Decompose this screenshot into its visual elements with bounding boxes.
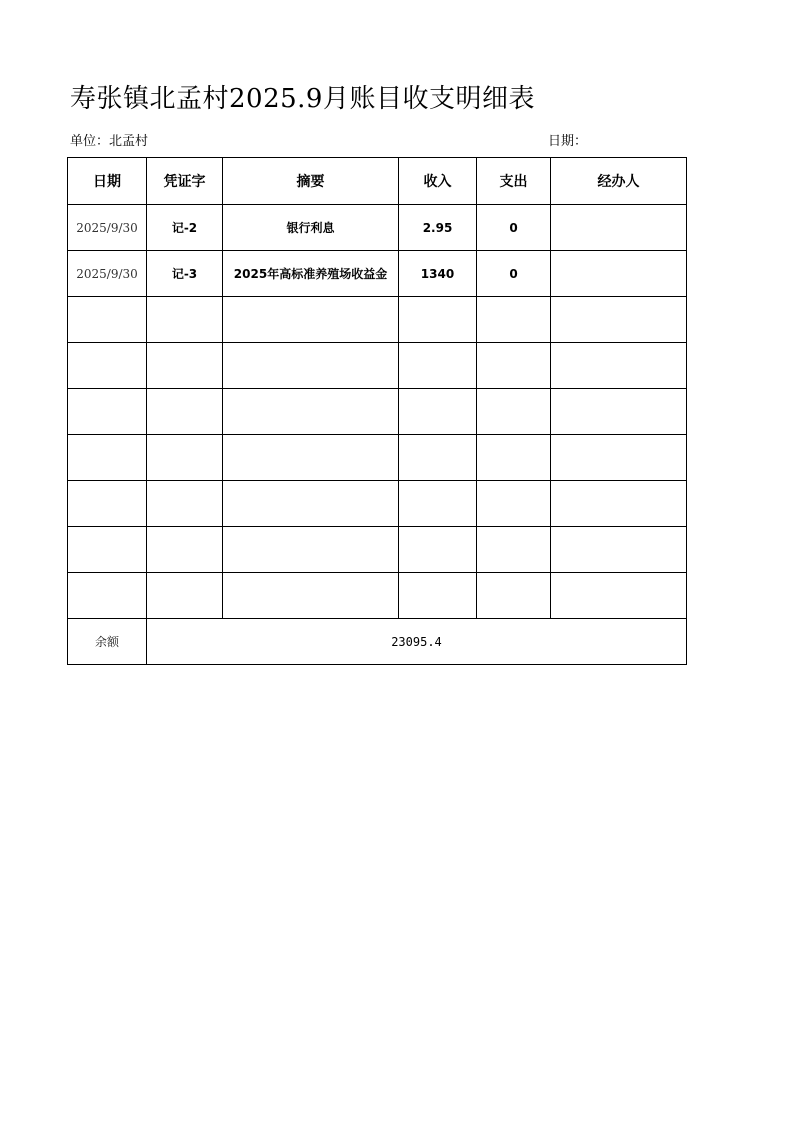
balance-value: 23095.4 (147, 619, 687, 665)
empty-cell (477, 481, 551, 527)
empty-cell (399, 527, 477, 573)
balance-row (68, 619, 687, 665)
empty-cell (223, 481, 399, 527)
empty-cell (68, 435, 147, 481)
empty-row (68, 527, 687, 573)
empty-cell (147, 297, 223, 343)
empty-cell (477, 573, 551, 619)
cell-date: 2025/9/30 (68, 205, 147, 251)
empty-cell (68, 389, 147, 435)
ledger-table (67, 157, 687, 665)
table-row (68, 251, 687, 297)
empty-cell (147, 435, 223, 481)
date-label: 日期： (548, 134, 588, 149)
empty-cell (477, 343, 551, 389)
empty-cell (551, 343, 687, 389)
cell-handler (551, 251, 687, 297)
cell-summary: 2025年高标准养殖场收益金 (223, 251, 399, 297)
empty-cell (147, 481, 223, 527)
empty-cell (223, 435, 399, 481)
empty-cell (147, 389, 223, 435)
header-income: 收入 (399, 158, 477, 205)
empty-cell (477, 297, 551, 343)
table-row (68, 205, 687, 251)
empty-row (68, 435, 687, 481)
empty-cell (223, 389, 399, 435)
empty-cell (223, 527, 399, 573)
header-expense: 支出 (477, 158, 551, 205)
cell-expense: 0 (477, 205, 551, 251)
cell-voucher: 记-3 (147, 251, 223, 297)
empty-cell (399, 481, 477, 527)
empty-row (68, 389, 687, 435)
empty-cell (68, 343, 147, 389)
empty-cell (477, 527, 551, 573)
empty-cell (399, 389, 477, 435)
empty-cell (399, 343, 477, 389)
balance-label: 余额 (68, 619, 147, 665)
empty-cell (68, 297, 147, 343)
empty-cell (399, 573, 477, 619)
empty-cell (147, 343, 223, 389)
empty-cell (477, 435, 551, 481)
cell-handler (551, 205, 687, 251)
empty-row (68, 343, 687, 389)
header-voucher: 凭证字 (147, 158, 223, 205)
cell-income: 2.95 (399, 205, 477, 251)
table-header-row (68, 158, 687, 205)
page-title: 寿张镇北孟村2025.9月账目收支明细表 (70, 84, 535, 114)
empty-row (68, 481, 687, 527)
empty-cell (68, 527, 147, 573)
empty-row (68, 297, 687, 343)
empty-cell (551, 573, 687, 619)
header-handler: 经办人 (551, 158, 687, 205)
empty-cell (399, 435, 477, 481)
empty-cell (147, 527, 223, 573)
cell-date: 2025/9/30 (68, 251, 147, 297)
empty-cell (68, 573, 147, 619)
header-date: 日期 (68, 158, 147, 205)
empty-cell (223, 297, 399, 343)
cell-income: 1340 (399, 251, 477, 297)
empty-cell (223, 573, 399, 619)
cell-summary: 银行利息 (223, 205, 399, 251)
empty-cell (551, 435, 687, 481)
cell-expense: 0 (477, 251, 551, 297)
empty-cell (551, 389, 687, 435)
empty-cell (223, 343, 399, 389)
empty-cell (551, 481, 687, 527)
empty-cell (551, 297, 687, 343)
header-summary: 摘要 (223, 158, 399, 205)
empty-cell (551, 527, 687, 573)
empty-cell (399, 297, 477, 343)
empty-row (68, 573, 687, 619)
empty-cell (477, 389, 551, 435)
empty-cell (68, 481, 147, 527)
cell-voucher: 记-2 (147, 205, 223, 251)
unit-label: 单位：北孟村 (70, 134, 149, 149)
empty-cell (147, 573, 223, 619)
